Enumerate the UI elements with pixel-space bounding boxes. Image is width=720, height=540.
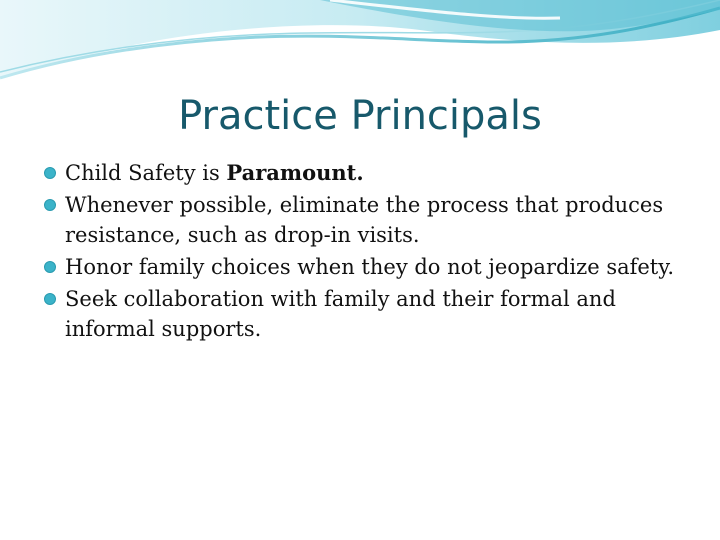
bullet-dot-icon [44, 199, 56, 211]
bullet-text: Child Safety is [65, 161, 227, 185]
header-wave-decoration [0, 0, 720, 90]
bullet-text: Whenever possible, eliminate the process that produces resistance, such as drop-in visits. [65, 193, 664, 247]
bullet-item [44, 252, 684, 282]
bullet-dot-icon [44, 293, 56, 305]
bullet-dot-icon [44, 261, 56, 273]
bullet-item [44, 190, 684, 250]
bullet-item [44, 284, 684, 344]
bullet-emphasis: Paramount. [226, 160, 364, 185]
slide-title: Practice Principals [178, 93, 542, 139]
bullet-list [44, 158, 684, 346]
bullet-item [44, 158, 684, 188]
bullet-dot-icon [44, 167, 56, 179]
bullet-text: Honor family choices when they do not jeopardize safety. [65, 255, 674, 279]
bullet-text: Seek collaboration with family and their formal and informal supports. [65, 287, 616, 341]
